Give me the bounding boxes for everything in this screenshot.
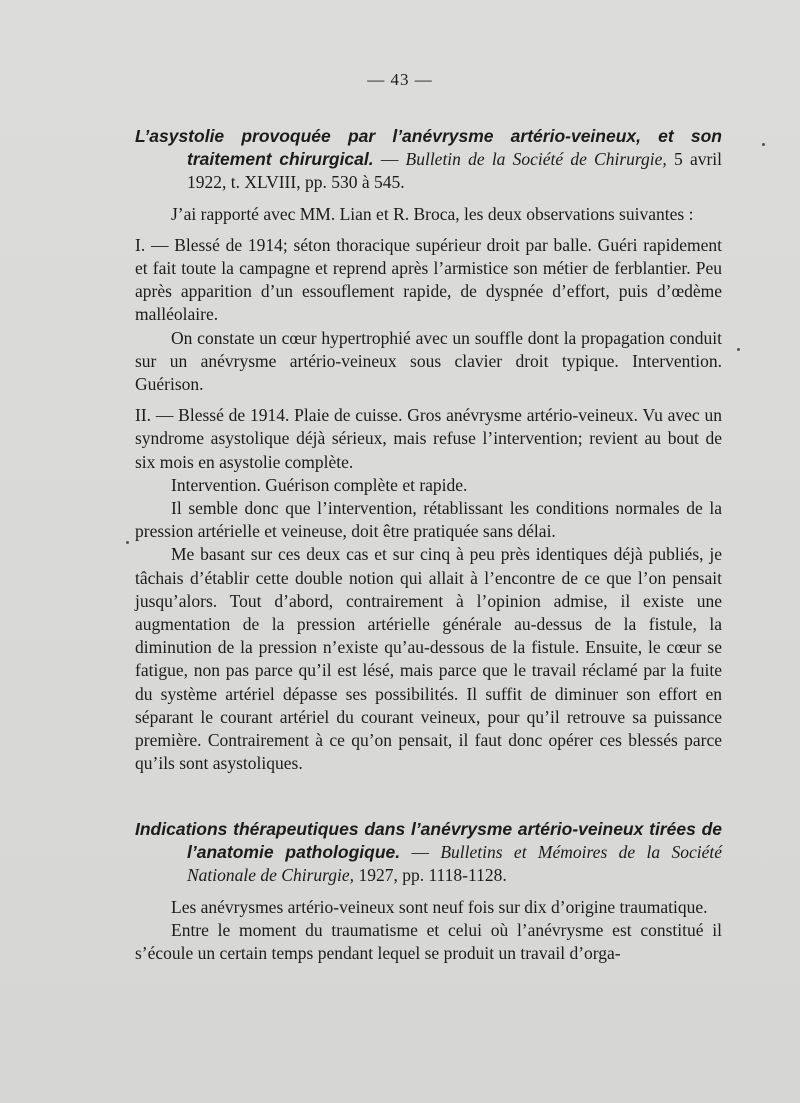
page-number: — 43 — [367,70,433,89]
entry-2-ref-separator: — [400,842,441,863]
entry-2-paragraph: Les anévrysmes artério-veineux sont neuf fois sur dix d’origine traumatique. [171,896,708,917]
entry-1-heading [135,125,722,195]
entry-2-title: Indications thérapeutiques dans l’anévrysme artério-veineux tirées de l’anatomie pathologique. [135,819,722,863]
entry-2-journal: Bulletins et Mémoires de la Société Nationale de Chirurgie, [187,842,722,886]
entry-2-heading [135,818,722,888]
entry-2-paragraph: Entre le moment du traumatisme et celui où l’anévrysme est constitué il s’écoule un certain temps pendant lequel se produit un travail d’orga- [135,919,722,964]
entry-1-paragraph: II. — Blessé de 1914. Plaie de cuisse. Gros anévrysme artério-veineux. Vu avec un syndrome asystolique déjà sérieux, mais refuse l’intervention; revient au bout de six mois en asystolie complète. [135,405,722,472]
entry-1-title: L’asystolie provoquée par l’anévrysme artério-veineux, et son traitement chirurgical. [135,126,722,170]
entry-1-ref-details: 5 avril 1922, t. XLVIII, pp. 530 à 545. [187,149,723,193]
entry-1-journal: Bulletin de la Société de Chirurgie, [405,149,667,170]
entry-1-paragraph: I. — Blessé de 1914; séton thoracique supérieur droit par balle. Guéri rapidement et fait toute la campagne et reprend après l’armistice son métier de ferblantier. Peu après apparition d’un essouflement rapide, de dyspnée d’effort, puis d’œdème malléolaire. [135,234,722,325]
entry-1-paragraph: Me basant sur ces deux cas et sur cinq à peu près identiques déjà publiés, je tâchais d’établir cette double notion qui allait à l’encontre de ce que l’on pensait jusqu’alors. Tout d’abord, contrairement à l’opinion admise, il existe une augmentation de la pression artérielle générale au-dessus de la fistule, la diminution de la pression n’existe qu’au-dessous de la fistule. Ensuite, le cœur se fatigue, non pas parce qu’il est lésé, mais parce que le travail réclamé par la fuite du système artériel dépasse ses possibilités. Il suffit de diminuer son effort en séparant le courant artériel du courant veineux, pour qu’il retrouve sa puissance première. Contrairement à ce qu’on pensait, il faut donc opérer ces blessés parce qu’ils sont asystoliques. [135,544,722,774]
bibliography-entry-2 [135,818,722,965]
bibliography-entry-1 [135,125,722,775]
paper-speck [126,541,129,544]
entry-1-ref-separator: — [373,149,406,170]
paper-speck [762,143,765,146]
entry-1-paragraph: On constate un cœur hypertrophié avec un souffle dont la propagation conduit sur un anévrysme artério-veineux sous clavier droit typique. Intervention. Guérison. [135,327,722,395]
entry-2-ref-details: 1927, pp. 1118-1128. [354,865,507,886]
entry-1-paragraph: Intervention. Guérison complète et rapide. [171,474,468,495]
entry-1-paragraph: Il semble donc que l’intervention, rétablissant les conditions normales de la pression artérielle et veineuse, doit être pratiquée sans délai. [135,498,722,542]
entry-1-paragraph: J’ai rapporté avec MM. Lian et R. Broca, les deux observations suivantes : [171,203,694,224]
paper-speck [737,348,740,351]
